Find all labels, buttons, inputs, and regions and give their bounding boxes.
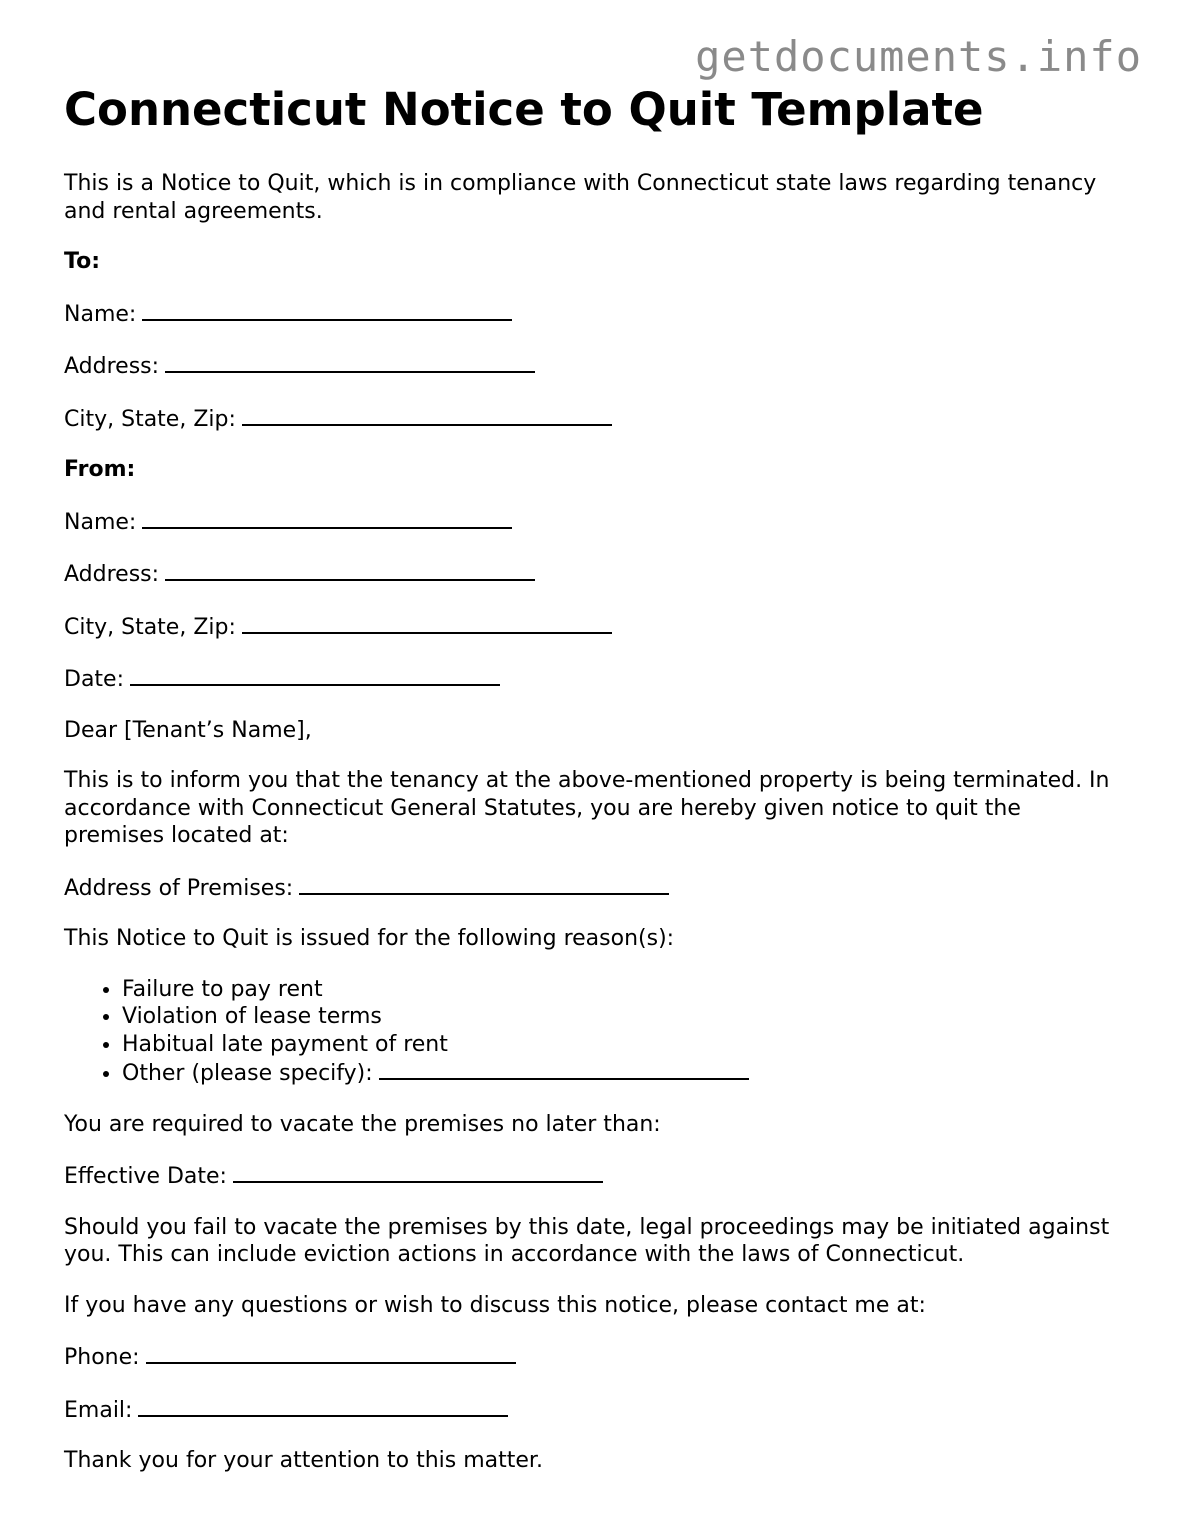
to-heading: To: bbox=[64, 249, 100, 274]
document-body bbox=[64, 84, 1124, 1498]
effective-date-label: Effective Date: bbox=[64, 1164, 227, 1189]
from-name-label: Name: bbox=[64, 509, 137, 535]
date-blank[interactable] bbox=[130, 664, 500, 686]
to-city-label: City, State, Zip: bbox=[64, 406, 236, 432]
email-label: Email: bbox=[64, 1397, 133, 1423]
salutation: Dear [Tenant’s Name], bbox=[64, 717, 312, 743]
to-city-field bbox=[64, 404, 1124, 434]
date-field bbox=[64, 664, 1124, 694]
reason-label: Failure to pay rent bbox=[122, 976, 323, 1002]
phone-label: Phone: bbox=[64, 1345, 140, 1370]
reason-label: Violation of lease terms bbox=[122, 1004, 382, 1029]
to-name-blank[interactable] bbox=[142, 299, 512, 321]
reasons-list bbox=[64, 976, 1124, 1088]
from-city-blank[interactable] bbox=[242, 612, 612, 634]
page-title: Connecticut Notice to Quit Template bbox=[64, 83, 984, 136]
to-address-field bbox=[64, 351, 1124, 381]
other-reason-blank[interactable] bbox=[379, 1058, 749, 1080]
from-name-field bbox=[64, 507, 1124, 537]
premises-label: Address of Premises: bbox=[64, 875, 294, 901]
from-address-label: Address: bbox=[64, 562, 160, 587]
to-address-label: Address: bbox=[64, 354, 160, 379]
date-label: Date: bbox=[64, 667, 124, 692]
to-address-blank[interactable] bbox=[165, 351, 535, 373]
contact-paragraph: If you have any questions or wish to discuss this notice, please contact me at: bbox=[64, 1292, 926, 1318]
to-name-field bbox=[64, 299, 1124, 329]
from-city-label: City, State, Zip: bbox=[64, 614, 236, 640]
email-field bbox=[64, 1395, 1124, 1425]
from-address-blank[interactable] bbox=[165, 559, 535, 581]
intro-paragraph: This is a Notice to Quit, which is in compliance with Connecticut state laws regarding tenancy and rental agreements. bbox=[64, 171, 1097, 224]
reason-item bbox=[122, 1003, 1124, 1031]
from-address-field bbox=[64, 559, 1124, 589]
reason-label: Habitual late payment of rent bbox=[122, 1031, 448, 1057]
effective-date-blank[interactable] bbox=[233, 1161, 603, 1183]
from-heading: From: bbox=[64, 457, 136, 482]
effective-date-field bbox=[64, 1161, 1124, 1191]
from-city-field bbox=[64, 612, 1124, 642]
premises-blank[interactable] bbox=[299, 873, 669, 895]
to-city-blank[interactable] bbox=[242, 404, 612, 426]
legal-paragraph: Should you fail to vacate the premises by this date, legal proceedings may be initiated against you. This can include eviction actions in accordance with the laws of Connecticut. bbox=[64, 1214, 1110, 1267]
from-name-blank[interactable] bbox=[142, 507, 512, 529]
reason-item bbox=[122, 976, 1124, 1004]
vacate-paragraph: You are required to vacate the premises no later than: bbox=[64, 1111, 661, 1137]
to-name-label: Name: bbox=[64, 301, 137, 327]
reasons-intro: This Notice to Quit is issued for the following reason(s): bbox=[64, 926, 675, 951]
email-blank[interactable] bbox=[138, 1395, 508, 1417]
closing-paragraph: Thank you for your attention to this matter. bbox=[64, 1448, 543, 1473]
phone-blank[interactable] bbox=[146, 1342, 516, 1364]
premises-field bbox=[64, 873, 1124, 903]
reason-label: Other (please specify): bbox=[122, 1061, 373, 1086]
reason-item bbox=[122, 1031, 1124, 1059]
reason-item bbox=[122, 1058, 1124, 1088]
phone-field bbox=[64, 1342, 1124, 1372]
notice-paragraph: This is to inform you that the tenancy at the above-mentioned property is being terminated. In accordance with Connecticut General Statutes, you are hereby given notice to quit the premises located at: bbox=[64, 768, 1110, 848]
watermark: getdocuments.info bbox=[695, 32, 1142, 81]
